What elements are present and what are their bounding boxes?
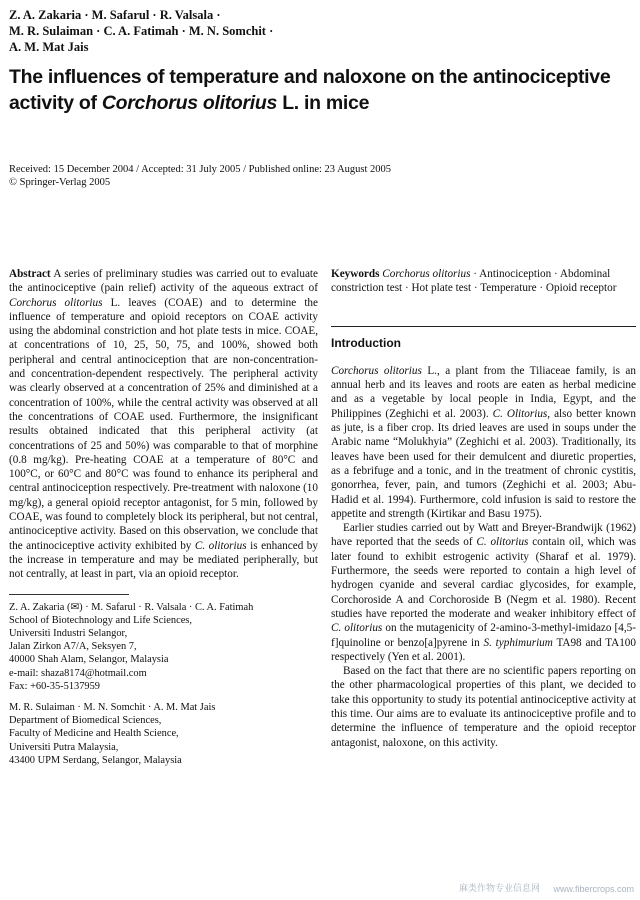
affiliation-email[interactable]: e-mail: shaza8174@hotmail.com — [9, 667, 147, 679]
watermark-text: 麻类作物专业信息网 — [458, 884, 540, 894]
intro-text: L., a plant from the Tiliaceae family, is an annual herb and its leaves and roots are eaten as herbal medicine and as a vegetable by local people in India, Egypt, and the Philippines (Zeghichi et al. 2003). — [331, 364, 636, 420]
affiliation-line: 43400 UPM Serdang, Selangor, Malaysia — [9, 754, 182, 766]
intro-paragraph: Based on the fact that there are no scientific papers reporting on the other pharmacological properties of this plant, we decided to take this opportunity to study its potential antinociceptive activity at this time. Our aims are to evaluate its antinociceptive profile and to determine the influence of temperature and the opioid receptor antagonist, naloxone, on this activity. — [331, 665, 636, 749]
affiliation-line: M. R. Sulaiman · M. N. Somchit · A. M. Mat Jais — [9, 701, 216, 713]
intro-text: TA98 and TA100 respectively (Yen et al. 2001). — [331, 636, 636, 663]
intro-species: S. typhimurium — [483, 636, 553, 649]
author-list — [9, 7, 609, 55]
author-line: Z. A. Zakaria · M. Safarul · R. Valsala · — [9, 8, 221, 22]
copyright: © Springer-Verlag 2005 — [9, 177, 111, 188]
affiliation-line: School of Biotechnology and Life Sciences, — [9, 614, 192, 626]
watermark-url: www.fibercrops.com — [553, 884, 634, 894]
keywords-label: Keywords — [331, 268, 380, 280]
left-column — [9, 267, 318, 775]
affiliation-line: Jalan Zirkon A7/A, Seksyen 7, — [9, 641, 137, 653]
affiliation-line: Universiti Industri Selangor, — [9, 627, 128, 639]
affiliation-line: Z. A. Zakaria (✉) · M. Safarul · R. Valsala · C. A. Fatimah — [9, 601, 254, 613]
affiliation-line: Faculty of Medicine and Health Science, — [9, 728, 179, 740]
abstract-species: Corchorus olitorius — [9, 296, 103, 309]
author-line: A. M. Mat Jais — [9, 40, 89, 54]
title-species: Corchorus olitorius — [101, 92, 278, 114]
intro-paragraph — [331, 364, 636, 521]
intro-text: on the mutagenicity of 2-amino-3-methyl-imidazo [4,5-f]quinoline or benzo[a]pyrene in — [331, 622, 636, 649]
intro-species: Corchorus olitorius — [331, 364, 422, 377]
abstract — [9, 267, 318, 582]
right-column — [331, 267, 636, 750]
intro-text: Earlier studies carried out by Watt and Breyer-Brandwijk (1962) have reported that the seeds of — [331, 522, 636, 549]
abstract-species: C. olitorius — [194, 539, 247, 552]
affiliation-line: Universiti Putra Malaysia, — [9, 741, 119, 753]
intro-text: , also better known as jute, is a fiber crop. Its dried leaves are used in soups under the Arabic name “Molukhyia” (Zeghichi et al. 2003). Traditionally, its leaves have been used for their demulcent and diuretic properties, as a febrifuge and a tonic, and in the treatment of chronic cystitis, gonorrhea, fever, pain, and tumors (Zeghichi et al. 2003; Abu-Hadid et al. 1994). Furthermore, cold infusion is said to restore the appetite and strength (Kirtikar and Basu 1975). — [331, 407, 636, 520]
received-dates: Received: 15 December 2004 / Accepted: 31 July 2005 / Published online: 23 August 2005 — [9, 164, 392, 175]
publication-info — [9, 163, 609, 189]
affiliation-line: Department of Biomedical Sciences, — [9, 715, 162, 727]
author-line: M. R. Sulaiman · C. A. Fatimah · M. N. Somchit · — [9, 24, 274, 38]
keywords-list: · Antinociception · Abdominal constriction test · Hot plate test · Temperature · Opioid receptor — [331, 268, 617, 295]
affiliation-fax: Fax: +60-35-5137959 — [9, 680, 100, 692]
intro-text: contain oil, which was later found to exhibit estrogenic activity (Sharaf et al. 1979). Furthermore, the seeds were reported to contain a high level of hydrogen cyanide and several cardiac glycosides, for example, Corchoroside A and Corchoroside B (Negm et al. 1980). Recent studies have reported the moderate and weaker inhibitory effect of — [331, 536, 636, 620]
abstract-label: Abstract — [9, 268, 51, 280]
intro-species: C. olitorius — [331, 622, 383, 635]
paper-title — [9, 64, 629, 116]
affiliation-block — [9, 601, 318, 693]
affiliation-line: 40000 Shah Alam, Selangor, Malaysia — [9, 654, 169, 666]
footnote-rule — [9, 594, 129, 595]
introduction-heading: Introduction — [331, 335, 401, 350]
abstract-text: is enhanced by the increase in temperature and may be mediated peripherally, but not centrally, at least in part, via an opioid receptor. — [9, 539, 318, 581]
intro-species: C. Olitorius — [492, 407, 548, 420]
affiliations — [9, 601, 318, 767]
keywords — [331, 267, 636, 296]
title-suffix: L. in mice — [277, 92, 370, 114]
keywords-species: Corchorus olitorius — [382, 268, 471, 280]
abstract-text: L. leaves (COAE) and to determine the influence of temperature and opioid receptors on COAE activity using the abdominal constriction and hot plate tests in mice. COAE, at concentrations of 10, 25, 50, 75, and 100%, showed both peripheral and central antinociception that are non-concentration- and concentration-dependent respectively. The peripheral activity was clearly observed at a concentration of 25% and diminished at a concentration of 100%, while the central activity was observed at all the concentrations of COAE used. Furthermore, the insignificant results obtained indicated that this peripheral activity (at concentrations of 25 and 50%) was comparable to that of morphine (0.8 mg/kg). Pre-heating COAE at a temperature of 80°C and 100°C, or 60°C and 80°C was found to enhance its peripheral and central antinociception respectively. Pre-treatment with naloxone (10 mg/kg), a general opioid receptor antagonist, for 5 min, followed by COAE, was found to completely block its peripheral, but not central, antinociceptive activity. Based on this observation, we conclude that the antinociceptive activity exhibited by — [9, 296, 318, 552]
intro-paragraph — [331, 521, 636, 664]
title-prefix: The influences of temperature and naloxone on the antinociceptive activity of — [9, 66, 611, 114]
affiliation-block — [9, 701, 318, 767]
section-rule — [331, 326, 636, 327]
abstract-text: A series of preliminary studies was carried out to evaluate the antinociceptive (pain relief) activity of the aqueous extract of — [9, 268, 318, 295]
intro-species: C. olitorius — [476, 536, 529, 549]
